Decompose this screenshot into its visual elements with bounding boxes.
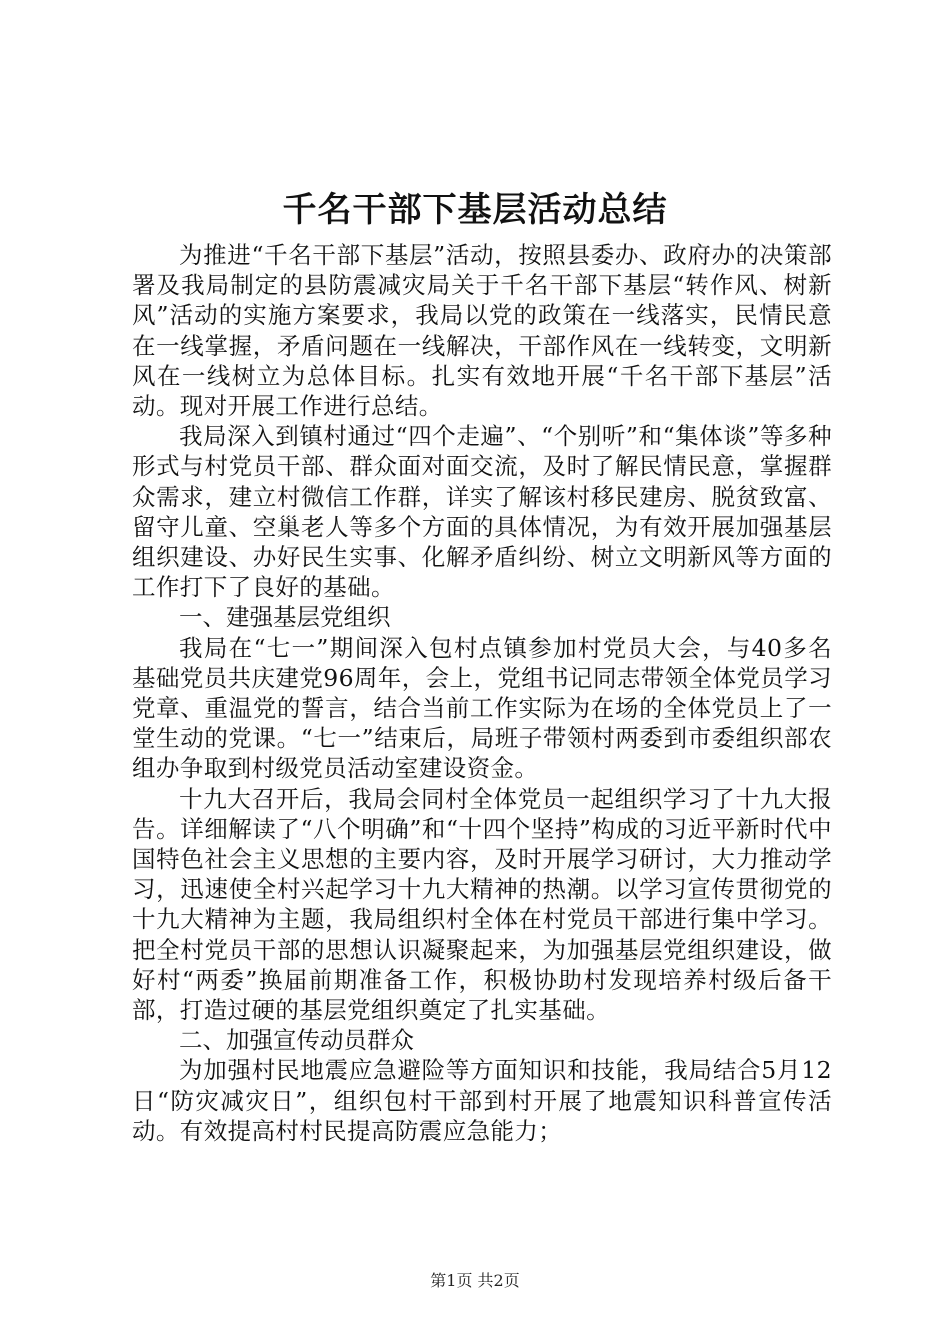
section-heading-party: 一、建强基层党组织 (179, 603, 391, 632)
page-footer: 第1页 共2页 (430, 1271, 520, 1290)
body-paragraph-congress: 十九大召开后，我局会同村全体党员一起组织学习了十九大报告。详细解读了“八个明确”和“十四个坚持”构成的习近平新时代中国特色社会主义思想的主要内容，及时开展学习研讨，大力推动学习，迅速使全村兴起学习十九大精神的热潮。以学习宣传贯彻党的十九大精神为主题，我局组织村全体在村党员干部进行集中学习。把全村党员干部的思想认识凝聚起来，为加强基层党组织建设，做好村“两委”换届前期准备工作，积极协助村发现培养村级后备干部，打造过硬的基层党组织奠定了扎实基础。 (132, 784, 832, 1025)
document-title: 千名干部下基层活动总结 (282, 190, 668, 230)
section-heading-publicity: 二、加强宣传动员群众 (179, 1026, 414, 1055)
body-paragraph-intro: 为推进“千名干部下基层”活动，按照县委办、政府办的决策部署及我局制定的县防震减灾局关于千名干部下基层“转作风、树新风”活动的实施方案要求，我局以党的政策在一线落实，民情民意在一线掌握，矛盾问题在一线解决，干部作风在一线转变，文明新风在一线树立为总体目标。扎实有效地开展“千名干部下基层”活动。现对开展工作进行总结。 (132, 241, 832, 421)
body-paragraph-july-first: 我局在“七一”期间深入包村点镇参加村党员大会，与40多名基础党员共庆建党96周年，会上，党组书记同志带领全体党员学习党章、重温党的誓言，结合当前工作实际为在场的全体党员上了一堂生动的党课。“七一”结束后，局班子带领村两委到市委组织部农组办争取到村级党员活动室建设资金。 (132, 633, 832, 783)
body-paragraph-earthquake: 为加强村民地震应急避险等方面知识和技能，我局结合5月12日“防灾减灾日”，组织包村干部到村开展了地震知识科普宣传活动。有效提高村村民提高防震应急能力； (132, 1056, 832, 1145)
body-paragraph-visits: 我局深入到镇村通过“四个走遍”、“个别听”和“集体谈”等多种形式与村党员干部、群众面对面交流，及时了解民情民意，掌握群众需求，建立村微信工作群，详实了解该村移民建房、脱贫致富、留守儿童、空巢老人等多个方面的具体情况，为有效开展加强基层组织建设、办好民生实事、化解矛盾纠纷、树立文明新风等方面的工作打下了良好的基础。 (132, 422, 832, 602)
document-body (132, 240, 832, 1146)
